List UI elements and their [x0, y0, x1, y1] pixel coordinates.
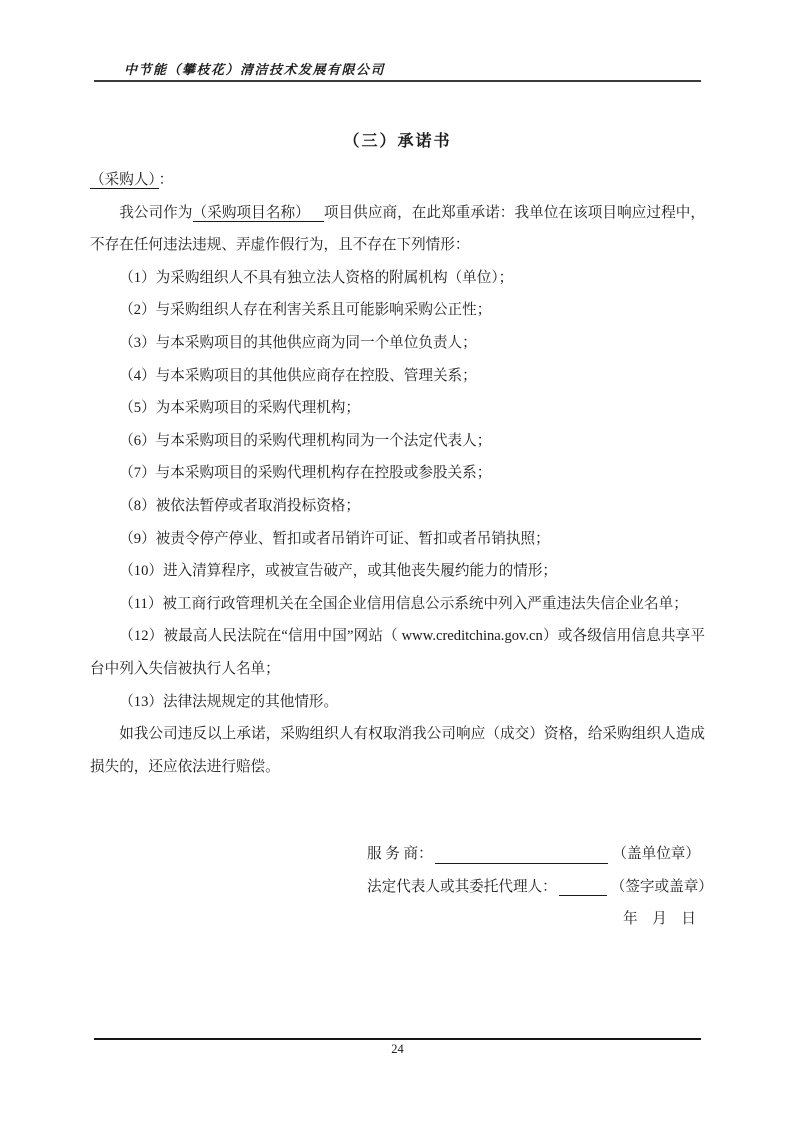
list-item: （8）被依法暂停或者取消投标资格；: [119, 497, 360, 514]
company-name: 中节能（攀枝花）清洁技术发展有限公司: [124, 62, 386, 77]
representative-signature-blank: [559, 894, 607, 896]
list-item: （4）与本采购项目的其他供应商存在控股、管理关系；: [119, 367, 477, 384]
list-item: （12）被最高人民法院在“信用中国”网站（ www.creditchina.gov.cn）或各级信用信息共享平台中列入失信被执行人名单；: [90, 628, 705, 677]
sign-note: （签字或盖章）: [610, 878, 713, 895]
supplier-label: 服 务 商：: [367, 846, 433, 863]
representative-signature-row: [367, 871, 713, 904]
seal-note: （盖单位章）: [612, 846, 700, 863]
date-line: 年 月 日: [623, 911, 696, 928]
list-item: （10）进入清算程序，或被宣告破产，或其他丧失履约能力的情形；: [119, 563, 558, 580]
page-footer: [94, 1038, 701, 1058]
document-title: （三）承诺书: [343, 133, 452, 150]
intro-paragraph: [90, 197, 705, 262]
document-body: [90, 0, 713, 936]
addressee-line: [90, 164, 705, 197]
list-item: （2）与采购组织人存在利害关系且可能影响采购公正性；: [119, 302, 492, 319]
supplier-signature-row: [367, 838, 700, 871]
representative-label: 法定代表人或其委托代理人：: [367, 878, 557, 895]
intro-lead: 我公司作为: [119, 204, 193, 221]
list-item: （6）与本采购项目的采购代理机构同为一个法定代表人；: [119, 432, 492, 449]
intro-rest: 项目供应商，在此郑重承诺：我单位在该项目响应过程中，不存在任何违法违规、弄虚作假行为，且不存在下列情形：: [90, 204, 705, 254]
signature-block: [367, 838, 713, 936]
supplier-name-blank: [435, 862, 609, 864]
addressee-colon: ：: [158, 172, 174, 188]
page-number: 24: [391, 1042, 404, 1056]
list-item: （1）为采购组织人不具有独立法人资格的附属机构（单位）；: [119, 269, 514, 286]
closing-paragraph: 如我公司违反以上承诺，采购组织人有权取消我公司响应（成交）资格，给采购组织人造成损失的，还应依法进行赔偿。: [90, 726, 705, 775]
list-item: （11）被工商行政管理机关在全国企业信用信息公示系统中列入严重违法失信企业名单；: [119, 595, 688, 612]
list-item: （5）为本采购项目的采购代理机构；: [119, 400, 360, 417]
project-name-blank: （采购项目名称）: [193, 205, 324, 222]
list-item: （7）与本采购项目的采购代理机构存在控股或参股关系；: [119, 465, 492, 482]
list-item: （9）被责令停产停业、暂扣或者吊销许可证、暂扣或者吊销执照；: [119, 530, 550, 547]
list-item: （3）与本采购项目的其他供应商为同一个单位负责人；: [119, 334, 477, 351]
addressee-blank: （采购人）: [90, 172, 159, 189]
list-item: （13）法律法规规定的其他情形。: [119, 693, 339, 710]
